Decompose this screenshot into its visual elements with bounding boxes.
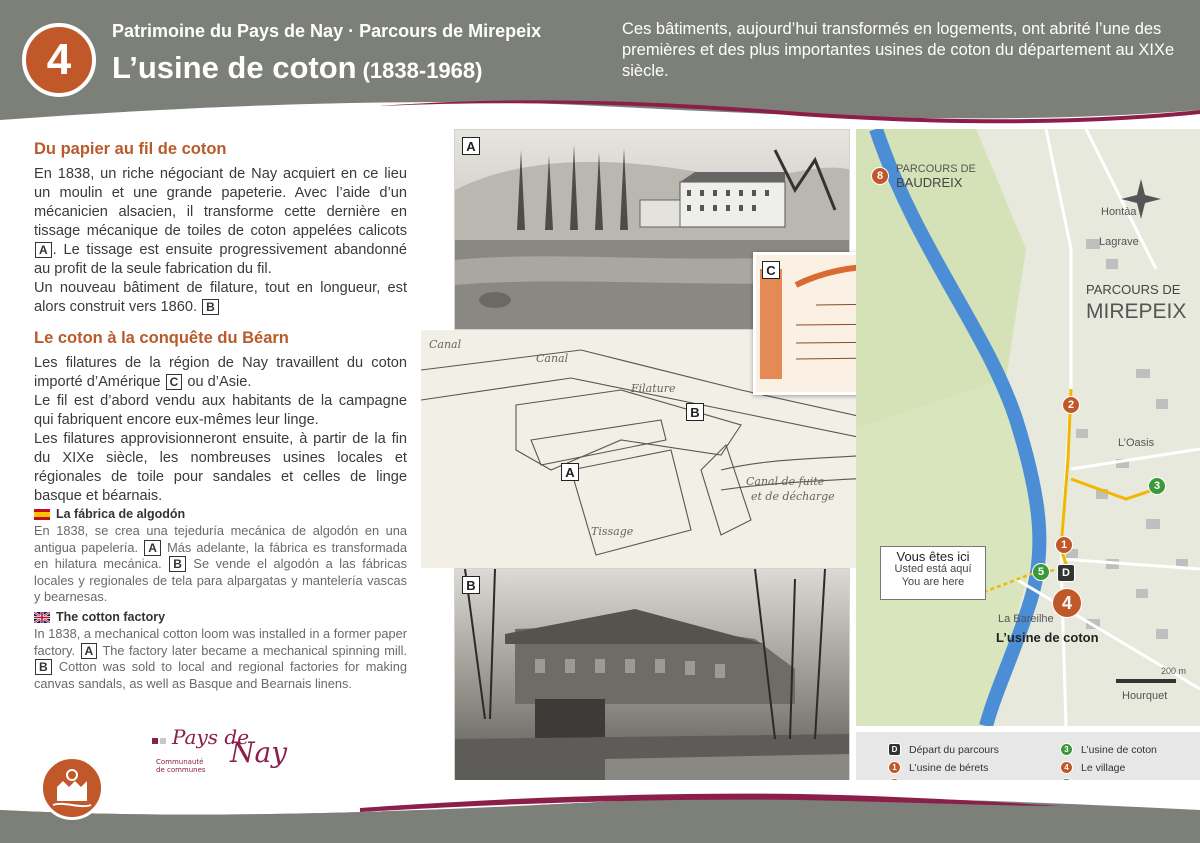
spanish-paragraph — [34, 523, 407, 606]
image-c-letter: C — [762, 261, 780, 279]
spanish-ref-b: B — [169, 556, 186, 572]
map-pin-2[interactable]: 2 — [1062, 396, 1080, 414]
callout-fr: Vous êtes ici — [896, 549, 970, 564]
section1-text-1: En 1838, un riche négociant de Nay acquiert en ce lieu un moulin et une grande papeterie. Avec l’aide d’un mécanicien alsacien, il transforme cette dernière en tissage mécanique de toiles de coton appelées calicots — [34, 166, 407, 239]
map-scale: 200 m — [1161, 666, 1187, 676]
logo-drawing — [150, 718, 290, 788]
legend-3 — [1060, 743, 1157, 756]
section2-text-3: Les filatures approvisionneront ensuite, à partir de la fin du XIXe siècle, les nombreuses usines locales et régionales de toile pour sandales et celles de linge basque et béarnais. — [34, 431, 407, 504]
french-text-column — [34, 140, 407, 506]
spanish-text-b: Más adelante, la fábrica es transformada en hilatura mecánica. — [34, 539, 407, 571]
photo-scene — [455, 569, 850, 806]
image-b-letter: B — [462, 576, 480, 594]
english-text-a: In 1838, a mechanical cotton loom was installed in a former paper factory. — [34, 626, 407, 658]
spanish-text-c: Se vende el algodón a las fábricas locales y regionales de tela para alpargatas y mantelería vascas y bearnesas. — [34, 556, 408, 604]
map-label-loasis: L’Oasis — [1118, 437, 1155, 449]
section1-paragraph — [34, 165, 407, 317]
legend-start-icon: D — [888, 743, 901, 756]
map-label-baudreix-2: BAUDREIX — [896, 175, 963, 190]
legend-1-label: L’usine de bérets — [909, 761, 989, 774]
title-years: (1838-1968) — [362, 58, 483, 83]
map-pin-8[interactable]: 8 — [871, 167, 889, 185]
heritage-emblem-icon — [40, 756, 104, 820]
english-heading-text: The cotton factory — [56, 610, 166, 624]
legend-1-icon: 1 — [888, 761, 901, 774]
map-label-mirepeix-2: MIREPEIX — [1086, 300, 1187, 323]
logo-pays: Pays de — [172, 725, 250, 749]
svg-text:Canal: Canal — [429, 338, 462, 351]
map-label-hourquet: Hourquet — [1122, 690, 1168, 702]
legend-4-icon: 4 — [1060, 761, 1073, 774]
callout-es: Usted está aquí — [894, 563, 972, 575]
page-title — [112, 50, 482, 86]
svg-text:Canal de fuite: Canal de fuite — [746, 475, 825, 488]
map-label-baudreix-1: PARCOURS DE — [896, 163, 976, 175]
map-pin-4-current[interactable]: 4 — [1052, 588, 1082, 618]
english-text-c: Cotton was sold to local and regional factories for making canvas sandals, as well as Basque and Bearnais linens. — [34, 659, 407, 691]
uk-flag-icon — [34, 612, 50, 623]
plan-b-letter: B — [686, 403, 704, 421]
legend-3-icon: 3 — [1060, 743, 1073, 756]
section1-heading: Du papier au fil de coton — [34, 140, 227, 158]
map-label-hontaa: Hontàa — [1101, 206, 1137, 218]
logo-nay: Nay — [230, 736, 288, 769]
section1-text-2: Un nouveau bâtiment de filature, tout en longueur, est alors construit vers 1860. — [34, 280, 407, 315]
photo-image-b — [454, 568, 850, 806]
spanish-heading — [34, 507, 407, 521]
svg-text:Tissage: Tissage — [591, 525, 634, 538]
map-label-usine: L’usine de coton — [996, 630, 1099, 645]
spanish-heading-text: La fábrica de algodón — [56, 507, 186, 521]
plan-a-letter: A — [561, 463, 579, 481]
section2-heading: Le coton à la conquête du Béarn — [34, 329, 289, 347]
spanish-block — [34, 507, 407, 606]
svg-text:et de décharge: et de décharge — [751, 490, 835, 503]
logo-sub2: de communes — [156, 766, 206, 774]
legend-4-label: Le village — [1081, 761, 1126, 774]
legend-1 — [888, 761, 988, 774]
section2-text-2: Le fil est d’abord vendu aux habitants de la campagne qui fabriquent encore eux-mêmes leur linge. — [34, 393, 407, 428]
logo-sub1: Communauté — [156, 758, 204, 766]
ref-a-box: A — [35, 242, 52, 258]
spain-flag-icon — [34, 509, 50, 520]
ref-c-box: C — [166, 374, 183, 390]
map-label-la-bareilhe: La Bareilhe — [998, 613, 1054, 625]
map-label-mirepeix-1: PARCOURS DE — [1086, 282, 1181, 297]
section2-text-1: Les filatures de la région de Nay travaillent du coton importé d’Amérique — [34, 355, 407, 390]
svg-text:Filature: Filature — [631, 382, 676, 395]
stop-number-badge: 4 — [22, 23, 96, 97]
section1-text-1b: . Le tissage est ensuite progressivement abandonné au profit de la seule fabrication du fil. — [34, 242, 407, 277]
section2-paragraph — [34, 354, 407, 506]
svg-text:Canal: Canal — [536, 352, 569, 365]
english-paragraph — [34, 626, 407, 692]
title-text: L’usine de coton — [112, 50, 357, 85]
header-intro: Ces bâtiments, aujourd’hui transformés en logements, ont abrité l’une des premières et des plus importantes usines de coton du département au XIXe siècle. — [622, 20, 1175, 80]
pays-de-nay-logo — [150, 718, 290, 788]
map-pin-start[interactable]: D — [1057, 564, 1075, 582]
map-pin-5[interactable]: 5 — [1032, 563, 1050, 581]
map-pin-1[interactable]: 1 — [1055, 536, 1073, 554]
spanish-text-a: En 1838, se crea una tejeduría mecánica de algodón en una antigua papelería. — [34, 523, 407, 555]
image-a-letter: A — [462, 137, 480, 155]
emblem-drawing — [43, 759, 101, 817]
legend-3-label: L’usine de coton — [1081, 743, 1157, 756]
legend-start-label: Départ du parcours — [909, 743, 999, 756]
english-ref-b: B — [35, 659, 52, 675]
english-block — [34, 610, 407, 692]
map-pin-3[interactable]: 3 — [1148, 477, 1166, 495]
section2-text-1b: ou d’Asie. — [187, 374, 252, 390]
header-kicker: Patrimoine du Pays de Nay · Parcours de Mirepeix — [112, 21, 542, 41]
map-label-lagrave: Lagrave — [1099, 236, 1139, 248]
english-text-b: The factory later became a mechanical spinning mill. — [102, 642, 408, 658]
legend-start — [888, 743, 999, 756]
spanish-ref-a: A — [144, 540, 161, 556]
legend-4 — [1060, 761, 1125, 774]
you-are-here-callout — [880, 546, 986, 600]
panel-bottom-wave — [0, 780, 1200, 843]
ref-b-box: B — [202, 299, 219, 315]
callout-en: You are here — [901, 576, 965, 588]
english-heading — [34, 610, 407, 624]
english-ref-a: A — [81, 643, 98, 659]
